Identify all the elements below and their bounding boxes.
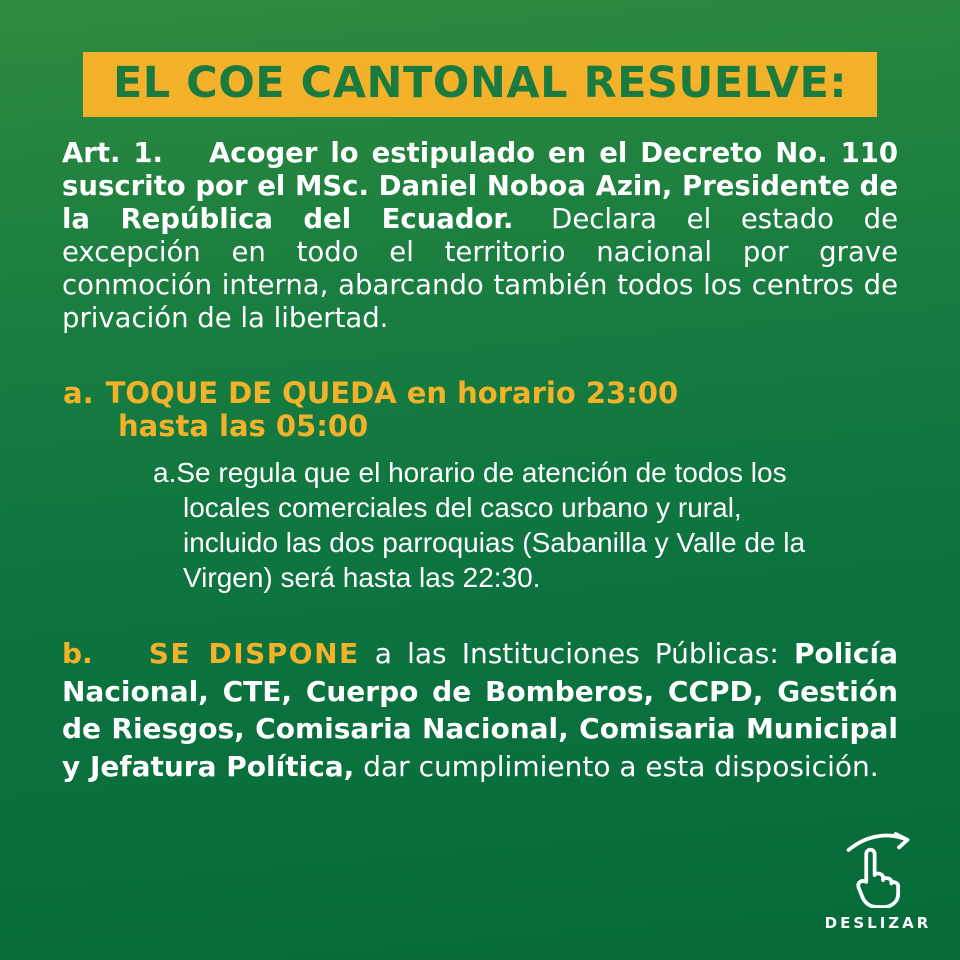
article-1-label: Art. 1.: [62, 137, 163, 169]
item-a-sub-marker: a.: [153, 457, 177, 488]
article-1-regular-text: Declara el estado de excepción en todo el territorio nacional por grave conmoción interna, abarcando también todos los centros de privación de la libertad.: [62, 203, 899, 334]
item-b-bold-text: Policía Nacional, CTE, Cuerpo de Bomberos, CCPD, Gestión de Riesgos, Comisaria Nacional, Comisaria Municipal y Jefatura Política,: [62, 637, 898, 783]
item-a-sub-item: [153, 455, 813, 595]
item-b-regular-text-1: a las Instituciones Públicas:: [374, 637, 779, 670]
banner-container: [0, 0, 960, 117]
item-b-marker: b.: [62, 637, 93, 670]
item-b-paragraph: [62, 635, 898, 785]
swipe-hand-icon: [818, 828, 938, 908]
article-1-paragraph: [62, 137, 898, 335]
item-b-regular-text-2: dar cumplimiento a esta disposición.: [363, 749, 879, 783]
swipe-hint[interactable]: [818, 828, 938, 932]
page-title: EL COE CANTONAL RESUELVE:: [83, 52, 877, 117]
swipe-label: DESLIZAR: [824, 914, 932, 932]
item-a-heading: [63, 377, 768, 443]
item-a-heading-text: TOQUE DE QUEDA en horario 23:00 hasta las 05:00: [105, 376, 679, 443]
item-b-keyword: SE DISPONE: [148, 637, 360, 670]
article-1-bold-text: Acoger lo estipulado en el Decreto No. 110 suscrito por el MSc. Daniel Noboa Azin, Presidente de la República del Ecuador.: [62, 137, 898, 235]
item-a-marker: a.: [63, 376, 94, 410]
item-a-sub-text: Se regula que el horario de atención de todos los locales comerciales del casco urbano y rural, incluido las dos parroquias (Sabanilla y Valle de la Virgen) será hasta las 22:30.: [176, 457, 806, 593]
